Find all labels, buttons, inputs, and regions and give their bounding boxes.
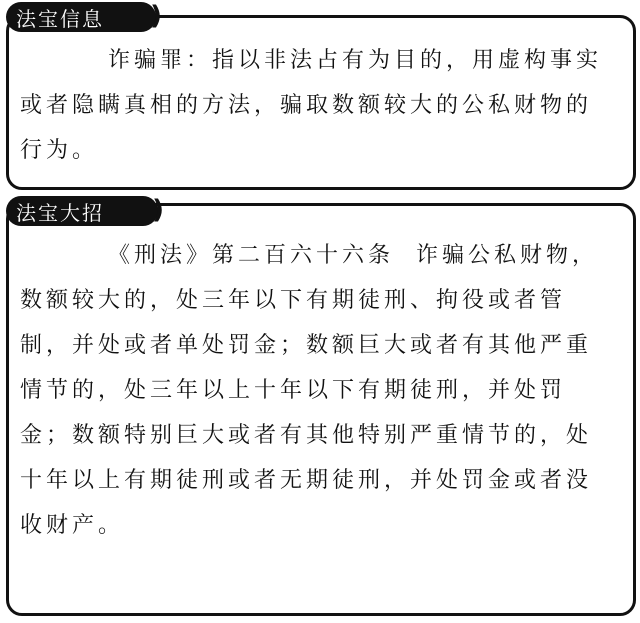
- tag-bracket-icon: ): [152, 195, 166, 225]
- law-text: 《刑法》第二百六十六条 诈骗公私财物，数额较大的，处三年以下有期徒刑、拘役或者管制，并处或者单处罚金；数额巨大或者有其他严重情节的，处三年以上十年以下有期徒刑，并处罚金；数额特别巨大或者有其他特别严重情节的，处十年以上有期徒刑或者无期徒刑，并处罚金或者没收财产。: [20, 243, 598, 538]
- section-tag-label: 法宝大招: [16, 200, 104, 225]
- section-tag-law: [6, 195, 166, 226]
- definition-text: 诈骗罪：指以非法占有为目的，用虚构事实或者隐瞒真相的方法，骗取数额较大的公私财物的行为。: [20, 48, 602, 163]
- section-tag-info: [6, 1, 164, 32]
- section-tag-label: 法宝信息: [16, 6, 104, 31]
- tag-bracket-icon: ): [150, 1, 164, 31]
